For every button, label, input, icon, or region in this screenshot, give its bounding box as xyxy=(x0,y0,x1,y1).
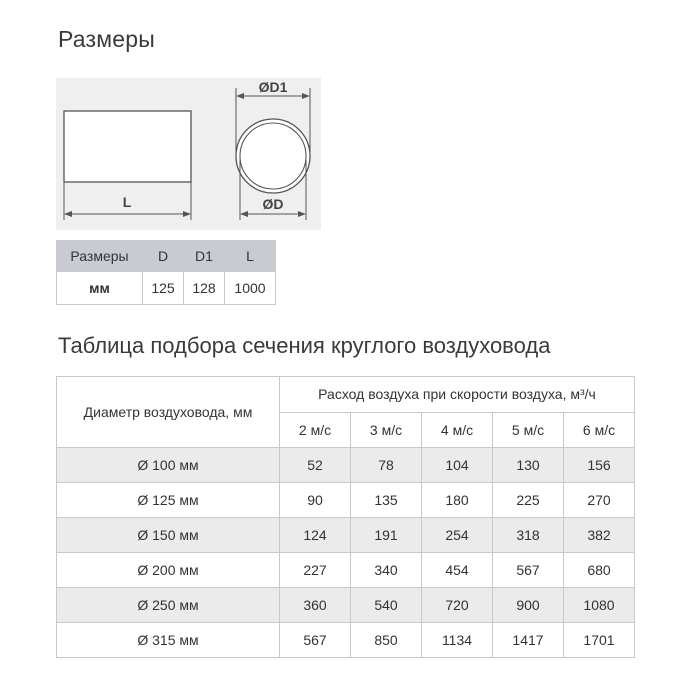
duct-dimension-diagram xyxy=(56,78,321,230)
l-arrow-left xyxy=(64,211,72,217)
selection-table xyxy=(56,376,635,658)
diameter-cell: Ø 100 мм xyxy=(57,448,280,483)
diameter-cell: Ø 315 мм xyxy=(57,623,280,658)
flow-cell: 850 xyxy=(351,623,422,658)
inner-diameter-label: ØD xyxy=(262,196,284,212)
flow-cell: 270 xyxy=(564,483,635,518)
flow-cell: 78 xyxy=(351,448,422,483)
flow-cell: 225 xyxy=(493,483,564,518)
sizes-header-row xyxy=(57,241,276,272)
sizes-header-l: L xyxy=(225,241,276,272)
sizes-value-l: 1000 xyxy=(225,272,276,305)
sizes-header-d1: D1 xyxy=(184,241,225,272)
flow-cell: 1134 xyxy=(422,623,493,658)
flow-cell: 191 xyxy=(351,518,422,553)
table-row xyxy=(57,448,635,483)
flow-cell: 1417 xyxy=(493,623,564,658)
flow-cell: 900 xyxy=(493,588,564,623)
flow-cell: 340 xyxy=(351,553,422,588)
flow-cell: 360 xyxy=(280,588,351,623)
flow-cell: 382 xyxy=(564,518,635,553)
speed-header-4: 4 м/с xyxy=(422,412,493,448)
sizes-title: Размеры xyxy=(58,26,155,52)
flow-cell: 318 xyxy=(493,518,564,553)
flow-cell: 135 xyxy=(351,483,422,518)
diameter-header: Диаметр воздуховода, мм xyxy=(57,377,280,448)
table-row xyxy=(57,553,635,588)
diameter-cell: Ø 250 мм xyxy=(57,588,280,623)
flow-cell: 104 xyxy=(422,448,493,483)
table-row xyxy=(57,588,635,623)
table-row xyxy=(57,518,635,553)
d1-arrow-right xyxy=(302,93,310,99)
duct-inner-circle xyxy=(240,123,306,189)
flow-cell: 454 xyxy=(422,553,493,588)
table-row xyxy=(57,623,635,658)
flow-cell: 180 xyxy=(422,483,493,518)
sizes-header-label: Размеры xyxy=(57,241,143,272)
flow-cell: 52 xyxy=(280,448,351,483)
diameter-cell: Ø 125 мм xyxy=(57,483,280,518)
flow-cell: 1080 xyxy=(564,588,635,623)
flow-cell: 680 xyxy=(564,553,635,588)
d1-arrow-left xyxy=(236,93,244,99)
flow-cell: 156 xyxy=(564,448,635,483)
l-arrow-right xyxy=(183,211,191,217)
duct-side-view xyxy=(64,111,191,182)
length-label: L xyxy=(122,194,132,210)
sizes-value-row xyxy=(57,272,276,305)
duct-drawing xyxy=(56,78,321,230)
flow-cell: 227 xyxy=(280,553,351,588)
sizes-row-label: мм xyxy=(57,272,143,305)
speed-header-3: 3 м/с xyxy=(351,412,422,448)
flow-cell: 567 xyxy=(493,553,564,588)
sizes-value-d: 125 xyxy=(143,272,184,305)
sizes-header-d: D xyxy=(143,241,184,272)
speed-header-2: 2 м/с xyxy=(280,412,351,448)
d-arrow-right xyxy=(298,211,306,217)
flow-cell: 540 xyxy=(351,588,422,623)
speed-header-5: 5 м/с xyxy=(493,412,564,448)
selection-table-title: Таблица подбора сечения круглого воздуховода xyxy=(58,333,551,358)
airflow-header: Расход воздуха при скорости воздуха, м³/ч xyxy=(280,377,635,413)
flow-cell: 254 xyxy=(422,518,493,553)
diameter-cell: Ø 200 мм xyxy=(57,553,280,588)
diameter-cell: Ø 150 мм xyxy=(57,518,280,553)
flow-cell: 124 xyxy=(280,518,351,553)
outer-diameter-label: ØD1 xyxy=(258,79,288,95)
flow-cell: 90 xyxy=(280,483,351,518)
flow-cell: 720 xyxy=(422,588,493,623)
flow-cell: 567 xyxy=(280,623,351,658)
sizes-value-d1: 128 xyxy=(184,272,225,305)
speed-header-6: 6 м/с xyxy=(564,412,635,448)
sizes-table xyxy=(56,240,276,305)
flow-cell: 1701 xyxy=(564,623,635,658)
d-arrow-left xyxy=(240,211,248,217)
table-row xyxy=(57,483,635,518)
selection-header-row-1 xyxy=(57,377,635,413)
flow-cell: 130 xyxy=(493,448,564,483)
